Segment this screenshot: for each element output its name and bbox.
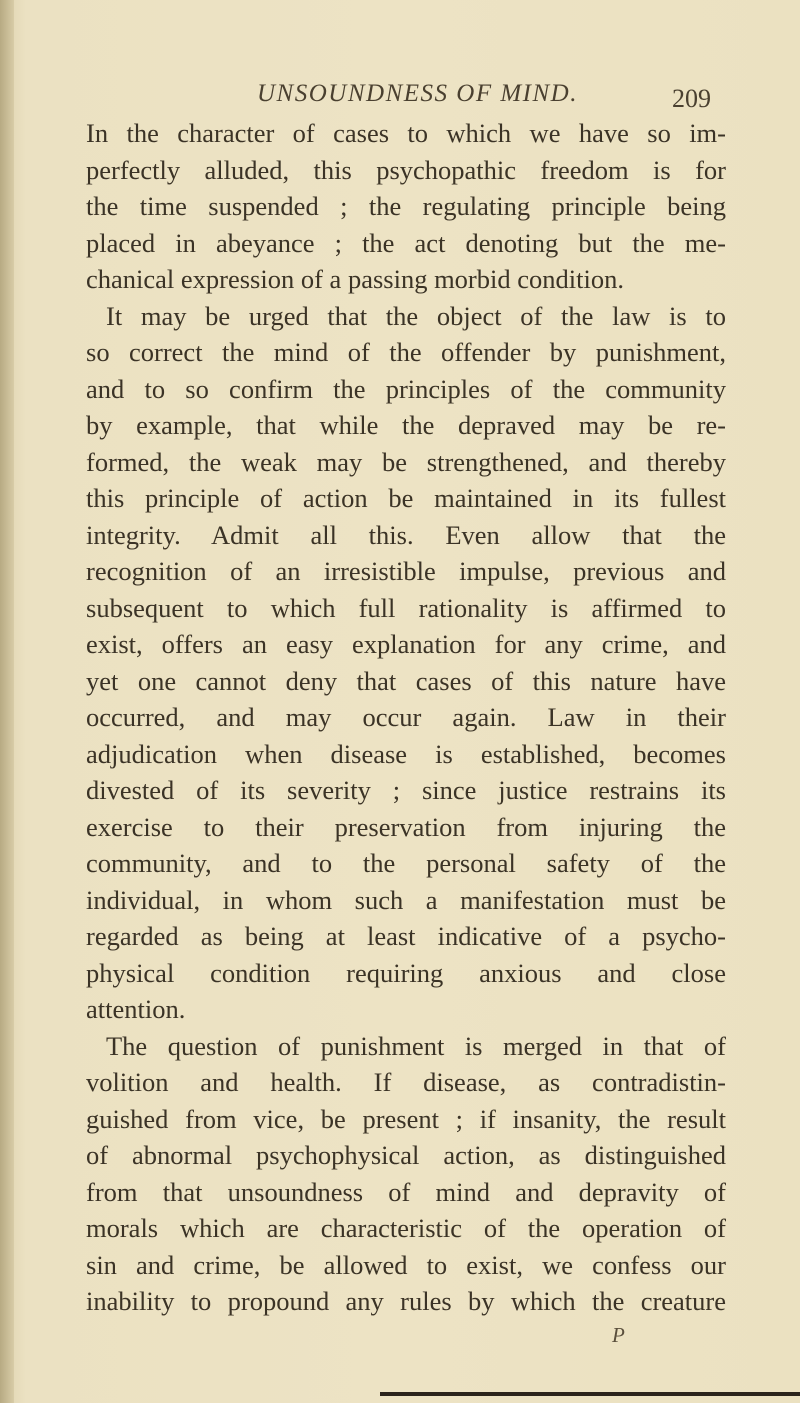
page-number: 209 (672, 84, 711, 113)
text-line: morals which are characteristic of the operation of (86, 1213, 726, 1243)
text-line: yet one cannot deny that cases of this nature have (86, 665, 726, 696)
text-line: inability to propound any rules by which the creature (86, 1286, 726, 1316)
running-title: UNSOUNDNESS OF MIND. (257, 80, 578, 107)
text-line: subsequent to which full rationality is affirmed to (86, 592, 726, 623)
text-line: placed in abeyance ; the act denoting but the me- (86, 227, 726, 258)
text-line: perfectly alluded, this psychopathic freedom is for (86, 154, 726, 185)
text-line: of abnormal psychophysical action, as distinguished (86, 1140, 726, 1170)
text-line: sin and crime, be allowed to exist, we confess our (86, 1249, 726, 1280)
text-line: guished from vice, be present ; if insanity, the result (86, 1103, 726, 1134)
text-line: by example, that while the depraved may be re- (86, 410, 726, 440)
text-line: chanical expression of a passing morbid condition. (86, 264, 624, 294)
text-line: from that unsoundness of mind and depravity of (86, 1176, 726, 1207)
text-line: volition and health. If disease, as contradistin- (86, 1067, 726, 1097)
text-line: exist, offers an easy explanation for any crime, and (86, 629, 726, 659)
text-line: regarded as being at least indicative of a psycho- (86, 921, 726, 951)
text-line: this principle of action be maintained in its fullest (86, 483, 726, 513)
page-bottom-edge (380, 1392, 800, 1396)
text-line: and to so confirm the principles of the community (86, 373, 726, 404)
text-line: occurred, and may occur again. Law in their (86, 702, 726, 732)
text-line: It may be urged that the object of the law is to (106, 300, 726, 331)
text-line: formed, the weak may be strengthened, and thereby (86, 446, 726, 477)
text-line: exercise to their preservation from injuring the (86, 811, 726, 842)
text-line: individual, in whom such a manifestation must be (86, 884, 726, 915)
text-line: physical condition requiring anxious and close (86, 957, 726, 988)
text-line: adjudication when disease is established, becomes (86, 738, 726, 769)
page-gutter (0, 0, 14, 1403)
text-line: divested of its severity ; since justice restrains its (86, 775, 726, 805)
text-line: integrity. Admit all this. Even allow that the (86, 519, 726, 550)
text-line: recognition of an irresistible impulse, previous and (86, 556, 726, 586)
text-line: community, and to the personal safety of the (86, 848, 726, 878)
text-line: The question of punishment is merged in that of (106, 1030, 726, 1061)
text-line: In the character of cases to which we have so im- (86, 118, 726, 148)
running-head (0, 76, 800, 113)
signature-mark: P (612, 1323, 625, 1347)
text-line: so correct the mind of the offender by punishment, (86, 337, 726, 367)
text-line: the time suspended ; the regulating principle being (86, 191, 726, 221)
body-text (86, 115, 726, 1320)
text-line: attention. (86, 994, 186, 1024)
